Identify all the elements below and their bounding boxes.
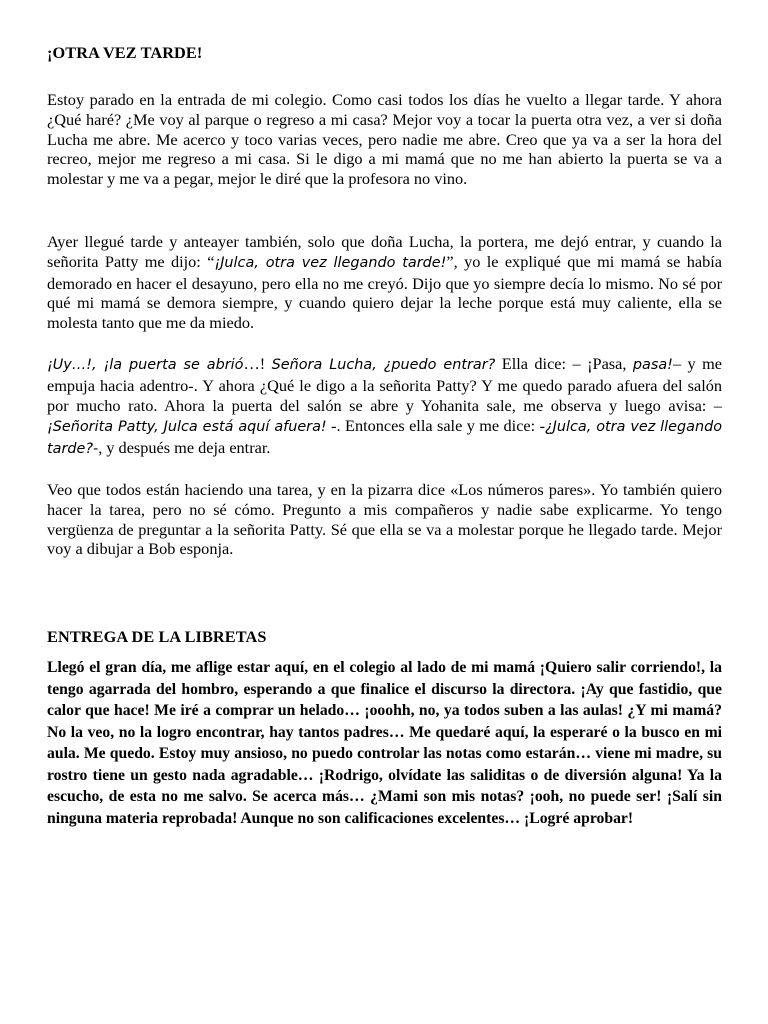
- story2-paragraph-1: Llegó el gran día, me aflige estar aquí, en el colegio al lado de mi mamá ¡Quiero salir corriendo!, la tengo agarrada del hombro, esperando a que finalice el discurso la directora. ¡Ay que fastidio, que calor que hace! Me iré a comprar un helado… ¡ooohh, no, ya todos suben a las aulas! ¿Y mi mamá? No la veo, no la logro encontrar, hay tantos padres… Me quedaré aquí, la esperaré o la busco en mi aula. Me quedo. Estoy muy ansioso, no puedo controlar las notas como estarán… viene mi madre, su rostro tiene un gesto nada agradable… ¡Rodrigo, olvídate las saliditas o de diversión alguna! Ya la escucho, de esta no me salvo. Se acerca más… ¿Mami son mis notas? ¡ooh, no puede ser! ¡Salí sin ninguna materia reprobada! Aunque no son calificaciones excelentes… ¡Logré aprobar!: [47, 659, 722, 827]
- story1-paragraph-4: Veo que todos están haciendo una tarea, y en la pizarra dice «Los números pares». Yo también quiero hacer la tarea, pero no sé cómo. Pregunto a mis compañeros y nadie sabe explicarme. Yo tengo vergüenza de preguntar a la señorita Patty. Sé que ella se va a molestar porque he llegado tarde. Mejor voy a dibujar a Bob esponja.: [47, 480, 722, 559]
- story2-title: ENTREGA DE LA LIBRETAS: [47, 627, 267, 646]
- story1-title: ¡OTRA VEZ TARDE!: [47, 43, 203, 62]
- story1-paragraph-3: [47, 354, 722, 460]
- story1-p3-notice: ¡Señorita Patty, Julca está aquí afuera!: [47, 418, 327, 435]
- story1-p3-text-d: Ella dice: – ¡Pasa,: [495, 354, 633, 373]
- story1-p3-pasa: pasa!: [632, 357, 673, 373]
- story1-paragraph-2: [47, 232, 722, 333]
- story1-p3-text-j: , y después me deja entrar.: [98, 437, 271, 457]
- story1-p3-ellipsis: …!: [243, 354, 272, 373]
- story1-p3-question: Señora Lucha, ¿puedo entrar?: [271, 357, 496, 373]
- story1-p2-text-a: Ayer llegué tarde y anteayer también, solo que doña Lucha, la portera, me dejó entrar, y cuando la señorita Patty me dijo: “: [47, 232, 722, 271]
- story1-p2-text-c: ”, yo le expliqué que mi mamá se había demorado en hacer el desayuno, pero ella no me creyó. Dijo que yo siempre decía lo mismo. No sé por qué mi mamá se demora siempre, y cuando quiero dejar la leche porque está muy caliente, ella se molesta tanto que me da miedo.: [47, 251, 722, 333]
- story1-p3-text-f: – y me empuja hacia adentro-. Y ahora ¿Qué le digo a la señorita Patty? Y me quedo parado afuera del salón por mucho rato. Ahora la puerta del salón se abre y Yohanita sale, me observa y luego avisa: –: [47, 354, 723, 415]
- story1-p3-late-question: ¿Julca, otra vez llegando tarde?-: [47, 418, 723, 457]
- story1-p3-text-h: -. Entonces ella sale y me dice: -: [326, 415, 546, 435]
- story1-p3-exclaim: ¡Uy…!, ¡la puerta se abrió: [47, 357, 244, 373]
- story1-paragraph-1: Estoy parado en la entrada de mi colegio. Como casi todos los días he vuelto a llegar tarde. Y ahora ¿Qué haré? ¿Me voy al parque o regreso a mi casa? Mejor voy a tocar la puerta otra vez, a ver si doña Lucha me abre. Me acerco y toco varias veces, pero nadie me abre. Creo que ya va a ser la hora del recreo, mejor me regreso a mi casa. Si le digo a mi mamá que no me han abierto la puerta se va a molestar y me va a pegar, mejor le diré que la profesora no vino.: [47, 90, 722, 189]
- story1-p2-quote: ¡Julca, otra vez llegando tarde!: [214, 254, 447, 271]
